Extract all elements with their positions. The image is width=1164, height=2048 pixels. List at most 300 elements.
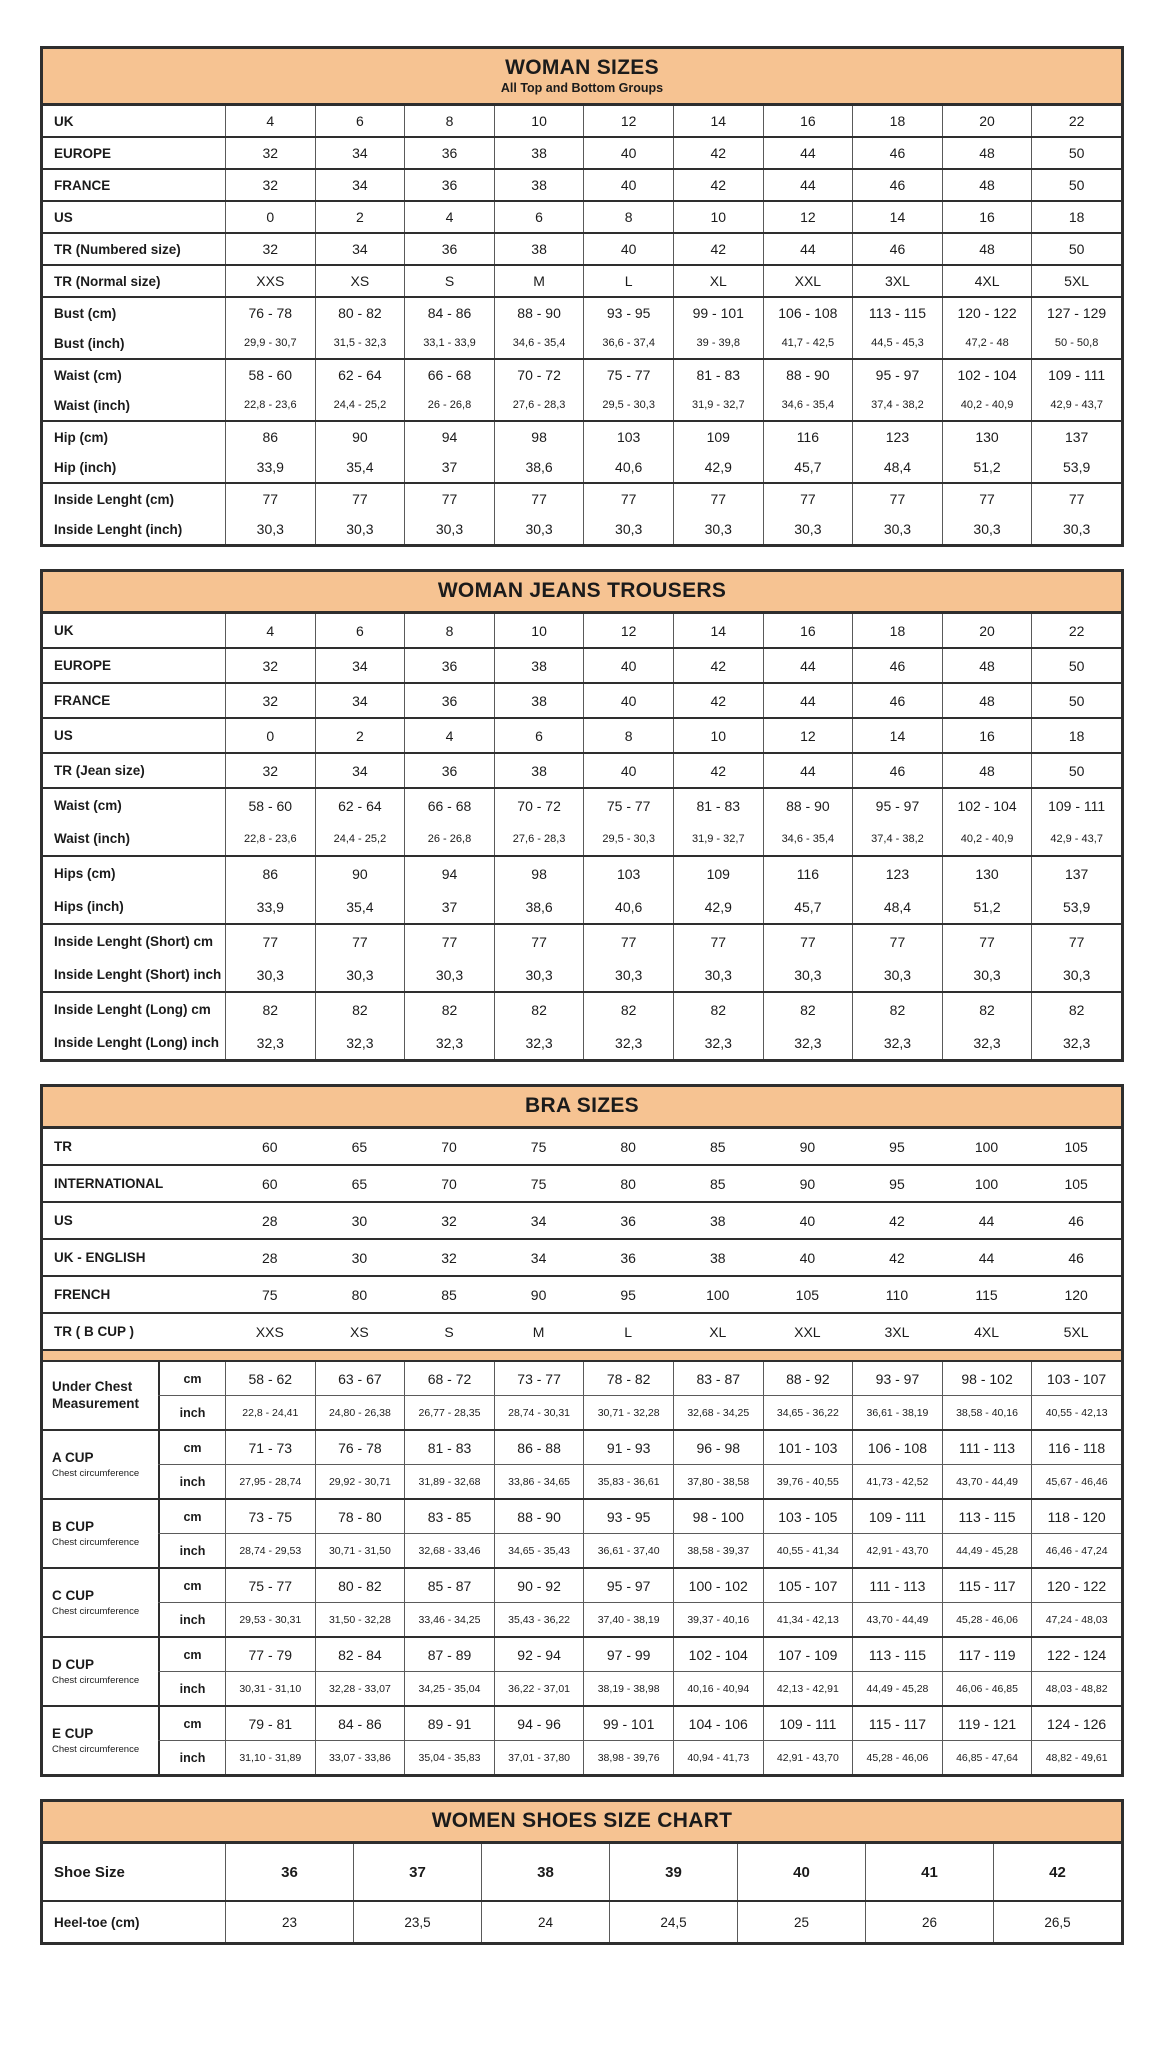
table-row	[43, 1203, 1121, 1238]
value-cell: 119 - 121	[942, 1707, 1032, 1740]
cup-rows	[158, 1500, 1121, 1567]
value-cell: 30	[351, 1212, 368, 1229]
row-group	[43, 1201, 1121, 1238]
value-cell: 32	[225, 684, 315, 717]
value-cell: 16	[763, 106, 853, 136]
value-cell: 88 - 90	[763, 789, 853, 822]
value-cell: 82	[315, 993, 405, 1026]
value-cell: 40	[583, 170, 673, 200]
value-cell: 0	[225, 202, 315, 232]
value-cell: 4	[404, 202, 494, 232]
value-cell: 98 - 102	[942, 1362, 1032, 1395]
value-cell: 36	[404, 138, 494, 168]
cup-sublabel: Chest circumference	[52, 1605, 140, 1617]
value-cell: 6	[494, 202, 584, 232]
value-cell: 77	[225, 925, 315, 958]
value-cell: 81 - 83	[673, 789, 763, 822]
table-title: BRA SIZES	[525, 1094, 639, 1117]
value-cell: 42	[673, 649, 763, 682]
value-cell: 4	[225, 614, 315, 647]
value-cell: 36	[404, 649, 494, 682]
row-label: Inside Lenght (inch)	[54, 521, 183, 537]
value-cell: 48	[942, 138, 1032, 168]
value-cell: 40,16 - 40,94	[673, 1672, 763, 1705]
table-row	[43, 328, 1121, 358]
value-cell: 58 - 60	[225, 360, 315, 390]
value-cell: 109	[673, 422, 763, 452]
table-row	[43, 890, 1121, 923]
value-cell: 42	[673, 234, 763, 264]
row-label: TR (Jean size)	[54, 763, 145, 778]
cup-rows	[158, 1707, 1121, 1774]
value-cell: 30,31 - 31,10	[225, 1672, 315, 1705]
value-cell: 86 - 88	[494, 1431, 584, 1464]
row-label: Hip (inch)	[54, 459, 117, 475]
value-cell: 77	[583, 925, 673, 958]
value-cell: 95	[889, 1175, 905, 1192]
value-cell: 47,2 - 48	[942, 328, 1032, 358]
value-cell: 37	[353, 1844, 481, 1900]
value-cell: 91 - 93	[583, 1431, 673, 1464]
value-cell: 42,9	[673, 890, 763, 923]
cup-label	[43, 1569, 158, 1636]
value-cell: 30,3	[852, 514, 942, 544]
value-cell: 50	[1031, 684, 1121, 717]
value-cell: 122 - 124	[1031, 1638, 1121, 1671]
value-cell: 10	[673, 202, 763, 232]
value-cell: 34,65 - 36,22	[763, 1396, 853, 1429]
row-label: UK	[54, 623, 74, 638]
value-cell: 46,46 - 47,24	[1031, 1534, 1121, 1567]
value-cell: 40	[583, 649, 673, 682]
value-cell: 37	[404, 890, 494, 923]
value-cell: 75	[262, 1286, 278, 1303]
value-cell: 87 - 89	[404, 1638, 494, 1671]
value-cell: 44	[763, 138, 853, 168]
value-cell: 34,25 - 35,04	[404, 1672, 494, 1705]
value-cell: 40	[583, 684, 673, 717]
value-cell: 77	[763, 925, 853, 958]
table-row	[43, 170, 1121, 200]
value-cell: 60	[262, 1175, 278, 1192]
value-cell: 109 - 111	[763, 1707, 853, 1740]
value-cell: 36,22 - 37,01	[494, 1672, 584, 1705]
value-cell: 45,7	[763, 890, 853, 923]
value-cell: 36,6 - 37,4	[583, 328, 673, 358]
value-cell: 26,77 - 28,35	[404, 1396, 494, 1429]
value-cell: 16	[942, 202, 1032, 232]
value-cell: 75 - 77	[583, 789, 673, 822]
value-cell: 38	[481, 1844, 609, 1900]
value-cell: 6	[315, 106, 405, 136]
row-label: Bust (cm)	[54, 305, 117, 321]
value-cell: XL	[673, 266, 763, 296]
table-row	[43, 234, 1121, 264]
row-label: US	[54, 209, 73, 225]
value-cell: 12	[583, 106, 673, 136]
value-cell: 38,6	[494, 452, 584, 482]
value-cell: 28,74 - 29,53	[225, 1534, 315, 1567]
cup-sublabel: Chest circumference	[52, 1674, 140, 1686]
value-cell: 48	[942, 684, 1032, 717]
value-cell: 105	[795, 1286, 820, 1303]
value-cell: 32,3	[404, 1026, 494, 1059]
unit-label: cm	[158, 1707, 225, 1740]
value-cell: 38,6	[494, 890, 584, 923]
value-cell: 36	[620, 1212, 636, 1229]
value-cell: 36	[404, 754, 494, 787]
value-cell: 71 - 73	[225, 1431, 315, 1464]
value-cell: 102 - 104	[942, 789, 1032, 822]
value-cell: 50 - 50,8	[1031, 328, 1121, 358]
value-cell: 37	[404, 452, 494, 482]
table-row	[158, 1671, 1121, 1705]
value-cell: 48,03 - 48,82	[1031, 1672, 1121, 1705]
cup-rows	[158, 1431, 1121, 1498]
value-cell: 26	[865, 1902, 993, 1942]
value-cell: 53,9	[1031, 452, 1121, 482]
value-cell: 123	[852, 857, 942, 890]
table-row	[43, 822, 1121, 855]
row-label: Waist (inch)	[54, 397, 130, 413]
value-cell: 86	[225, 857, 315, 890]
value-cell: 40,6	[583, 890, 673, 923]
table-row	[158, 1362, 1121, 1395]
value-cell: 106 - 108	[763, 298, 853, 328]
value-cell: 30,3	[404, 514, 494, 544]
value-cell: 34	[530, 1212, 547, 1229]
row-label: Hips (inch)	[54, 899, 124, 914]
value-cell: 76 - 78	[315, 1431, 405, 1464]
value-cell: 26 - 26,8	[404, 822, 494, 855]
value-cell: 45,28 - 46,06	[852, 1741, 942, 1774]
value-cell: 103 - 105	[763, 1500, 853, 1533]
row-group	[43, 1238, 1121, 1275]
value-cell: XXL	[763, 266, 853, 296]
table-row	[43, 1277, 1121, 1312]
table-row	[43, 452, 1121, 482]
bra-header	[43, 1087, 1121, 1129]
value-cell: 32,28 - 33,07	[315, 1672, 405, 1705]
shoes-body	[43, 1844, 1121, 1942]
value-cell: 38	[709, 1212, 726, 1229]
value-cell: 65	[351, 1175, 368, 1192]
value-cell: 62 - 64	[315, 789, 405, 822]
value-cell: 24,80 - 26,38	[315, 1396, 405, 1429]
table-row	[43, 1129, 1121, 1164]
value-cell: 16	[763, 614, 853, 647]
row-label: FRANCE	[54, 693, 111, 708]
unit-label: cm	[158, 1431, 225, 1464]
value-cell: M	[494, 266, 584, 296]
value-cell: 40,2 - 40,9	[942, 390, 1032, 420]
value-cell: 37,40 - 38,19	[583, 1603, 673, 1636]
value-cell: 38	[494, 170, 584, 200]
table-title: WOMAN SIZES	[505, 56, 659, 79]
value-cell: 40	[583, 138, 673, 168]
value-cell: 30,3	[942, 514, 1032, 544]
value-cell: 78 - 82	[583, 1362, 673, 1395]
table-row	[43, 202, 1121, 232]
value-cell: 27,6 - 28,3	[494, 822, 584, 855]
value-cell: 62 - 64	[315, 360, 405, 390]
value-cell: 82	[225, 993, 315, 1026]
value-cell: 113 - 115	[942, 1500, 1032, 1533]
table-row	[43, 360, 1121, 390]
value-cell: 34	[315, 138, 405, 168]
value-cell: 40,2 - 40,9	[942, 822, 1032, 855]
value-cell: 36,61 - 38,19	[852, 1396, 942, 1429]
value-cell: 30,3	[763, 958, 853, 991]
value-cell: 90	[799, 1138, 816, 1155]
value-cell: 39	[609, 1844, 737, 1900]
table-row	[43, 266, 1121, 296]
value-cell: 4XL	[942, 266, 1032, 296]
value-cell: 34	[315, 684, 405, 717]
value-cell: 23,5	[353, 1902, 481, 1942]
value-cell: 82	[583, 993, 673, 1026]
value-cell: 44,49 - 45,28	[942, 1534, 1032, 1567]
value-cell: 32	[441, 1249, 457, 1266]
value-cell: 30,3	[225, 514, 315, 544]
value-cell: XXS	[225, 266, 315, 296]
value-cell: 106 - 108	[852, 1431, 942, 1464]
value-cell: 111 - 113	[942, 1431, 1032, 1464]
value-cell: 82	[673, 993, 763, 1026]
value-cell: 100	[974, 1138, 999, 1155]
value-cell: 31,9 - 32,7	[673, 822, 763, 855]
value-cell: 137	[1031, 422, 1121, 452]
value-cell: 77	[1031, 484, 1121, 514]
value-cell: 60	[262, 1138, 278, 1155]
row-group	[43, 1900, 1121, 1942]
value-cell: 77	[673, 925, 763, 958]
row-group	[43, 136, 1121, 168]
women-shoes-size-table	[40, 1799, 1124, 1945]
value-cell: 32,68 - 33,46	[404, 1534, 494, 1567]
unit-label: cm	[158, 1638, 225, 1671]
value-cell: 30,3	[583, 958, 673, 991]
value-cell: 75	[530, 1175, 547, 1192]
cup-name: Under Chest Measurement	[52, 1378, 140, 1411]
bra-separator-band	[43, 1349, 1121, 1362]
row-label: Hip (cm)	[54, 429, 108, 445]
value-cell: 107 - 109	[763, 1638, 853, 1671]
table-row	[43, 925, 1121, 958]
cup-rows	[158, 1638, 1121, 1705]
value-cell: 44	[978, 1212, 995, 1229]
value-cell: 30,3	[404, 958, 494, 991]
value-cell: 118 - 120	[1031, 1500, 1121, 1533]
table-row	[43, 789, 1121, 822]
value-cell: 4	[225, 106, 315, 136]
value-cell: 70	[441, 1175, 457, 1192]
value-cell: 24,4 - 25,2	[315, 822, 405, 855]
table-row	[43, 138, 1121, 168]
value-cell: 116	[763, 422, 853, 452]
value-cell: 104 - 106	[673, 1707, 763, 1740]
value-cell: 46	[852, 684, 942, 717]
value-cell: 100	[974, 1175, 999, 1192]
value-cell: 38	[494, 138, 584, 168]
value-cell: 82	[494, 993, 584, 1026]
value-cell: 40	[799, 1249, 816, 1266]
jeans-body	[43, 614, 1121, 1059]
value-cell: 29,53 - 30,31	[225, 1603, 315, 1636]
unit-label: cm	[158, 1362, 225, 1395]
value-cell: 20	[942, 106, 1032, 136]
value-cell: L	[583, 266, 673, 296]
bra-cup-measurement-rows	[43, 1362, 1121, 1774]
table-row	[43, 1844, 1121, 1900]
value-cell: 90 - 92	[494, 1569, 584, 1602]
value-cell: 36	[225, 1844, 353, 1900]
unit-label: inch	[158, 1534, 225, 1567]
value-cell: 83 - 87	[673, 1362, 763, 1395]
woman-sizes-header	[43, 49, 1121, 106]
value-cell: 3XL	[852, 266, 942, 296]
value-cell: 31,50 - 32,28	[315, 1603, 405, 1636]
row-label: TR (Normal size)	[54, 273, 161, 289]
table-row	[158, 1500, 1121, 1533]
value-cell: 90	[315, 857, 405, 890]
row-label: INTERNATIONAL	[54, 1176, 164, 1191]
cup-name: D CUP	[52, 1657, 95, 1673]
value-cell: 120 - 122	[1031, 1569, 1121, 1602]
value-cell: 66 - 68	[404, 360, 494, 390]
value-cell: 40,94 - 41,73	[673, 1741, 763, 1774]
unit-label: inch	[158, 1741, 225, 1774]
cup-label	[43, 1707, 158, 1774]
value-cell: 30,3	[225, 958, 315, 991]
table-row	[158, 1569, 1121, 1602]
value-cell: 102 - 104	[673, 1638, 763, 1671]
value-cell: 46	[1068, 1212, 1084, 1229]
value-cell: 30,3	[315, 958, 405, 991]
value-cell: 77	[404, 925, 494, 958]
value-cell: 30,3	[763, 514, 853, 544]
value-cell: 77 - 79	[225, 1638, 315, 1671]
value-cell: 137	[1031, 857, 1121, 890]
value-cell: 40	[583, 234, 673, 264]
row-group	[43, 752, 1121, 787]
value-cell: 40	[799, 1212, 816, 1229]
value-cell: 116 - 118	[1031, 1431, 1121, 1464]
table-row	[43, 649, 1121, 682]
value-cell: 34	[530, 1249, 547, 1266]
value-cell: 48,4	[852, 452, 942, 482]
row-label: TR ( B CUP )	[54, 1324, 134, 1339]
value-cell: 34	[315, 754, 405, 787]
value-cell: 83 - 85	[404, 1500, 494, 1533]
row-group	[43, 482, 1121, 544]
unit-label: inch	[158, 1603, 225, 1636]
value-cell: 33,9	[225, 452, 315, 482]
value-cell: 95	[620, 1286, 636, 1303]
value-cell: 34,6 - 35,4	[494, 328, 584, 358]
value-cell: 73 - 75	[225, 1500, 315, 1533]
value-cell: 109 - 111	[1031, 360, 1121, 390]
value-cell: 77	[404, 484, 494, 514]
value-cell: 42	[673, 138, 763, 168]
value-cell: 38,58 - 40,16	[942, 1396, 1032, 1429]
value-cell: 33,9	[225, 890, 315, 923]
value-cell: 84 - 86	[404, 298, 494, 328]
row-group	[43, 682, 1121, 717]
value-cell: 12	[583, 614, 673, 647]
value-cell: 35,4	[315, 890, 405, 923]
cup-group	[43, 1498, 1121, 1567]
unit-label: inch	[158, 1465, 225, 1498]
row-label: UK - ENGLISH	[54, 1250, 146, 1265]
value-cell: 18	[852, 614, 942, 647]
value-cell: 38	[494, 649, 584, 682]
value-cell: 4XL	[974, 1323, 999, 1340]
value-cell: 14	[852, 719, 942, 752]
value-cell: 22,8 - 23,6	[225, 822, 315, 855]
value-cell: 37,4 - 38,2	[852, 822, 942, 855]
value-cell: 35,04 - 35,83	[404, 1741, 494, 1774]
value-cell: 42	[673, 754, 763, 787]
value-cell: 76 - 78	[225, 298, 315, 328]
row-group	[43, 855, 1121, 923]
value-cell: 70 - 72	[494, 789, 584, 822]
cup-group	[43, 1705, 1121, 1774]
woman-sizes-body	[43, 106, 1121, 544]
value-cell: 88 - 90	[494, 1500, 584, 1533]
value-cell: 36	[404, 684, 494, 717]
value-cell: 115 - 117	[942, 1569, 1032, 1602]
value-cell: 90	[530, 1286, 547, 1303]
value-cell: 25	[737, 1902, 865, 1942]
value-cell: 50	[1031, 170, 1121, 200]
value-cell: 44	[763, 684, 853, 717]
value-cell: 31,9 - 32,7	[673, 390, 763, 420]
value-cell: 8	[583, 719, 673, 752]
value-cell: 32,68 - 34,25	[673, 1396, 763, 1429]
value-cell: 6	[315, 614, 405, 647]
value-cell: 113 - 115	[852, 1638, 942, 1671]
value-cell: 0	[225, 719, 315, 752]
table-row	[43, 993, 1121, 1026]
value-cell: XXL	[794, 1323, 821, 1340]
value-cell: 38,58 - 39,37	[673, 1534, 763, 1567]
value-cell: 34,65 - 35,43	[494, 1534, 584, 1567]
value-cell: 99 - 101	[673, 298, 763, 328]
value-cell: 44	[763, 234, 853, 264]
value-cell: 130	[942, 857, 1032, 890]
value-cell: 109 - 111	[1031, 789, 1121, 822]
value-cell: M	[532, 1323, 545, 1340]
cup-group	[43, 1362, 1121, 1429]
row-label: Inside Lenght (cm)	[54, 491, 175, 507]
value-cell: 30,3	[852, 958, 942, 991]
value-cell: 100	[706, 1286, 730, 1303]
value-cell: 68 - 72	[404, 1362, 494, 1395]
value-cell: 14	[852, 202, 942, 232]
value-cell: 95 - 97	[583, 1569, 673, 1602]
value-cell: 30,3	[673, 514, 763, 544]
table-title: WOMEN SHOES SIZE CHART	[431, 1809, 733, 1832]
value-cell: 36	[620, 1249, 636, 1266]
value-cell: 82	[763, 993, 853, 1026]
table-row	[43, 1314, 1121, 1349]
value-cell: 85	[441, 1286, 457, 1303]
value-cell: 50	[1031, 754, 1121, 787]
value-cell: 41,73 - 42,52	[852, 1465, 942, 1498]
value-cell: 58 - 62	[225, 1362, 315, 1395]
value-cell: 40,55 - 42,13	[1031, 1396, 1121, 1429]
